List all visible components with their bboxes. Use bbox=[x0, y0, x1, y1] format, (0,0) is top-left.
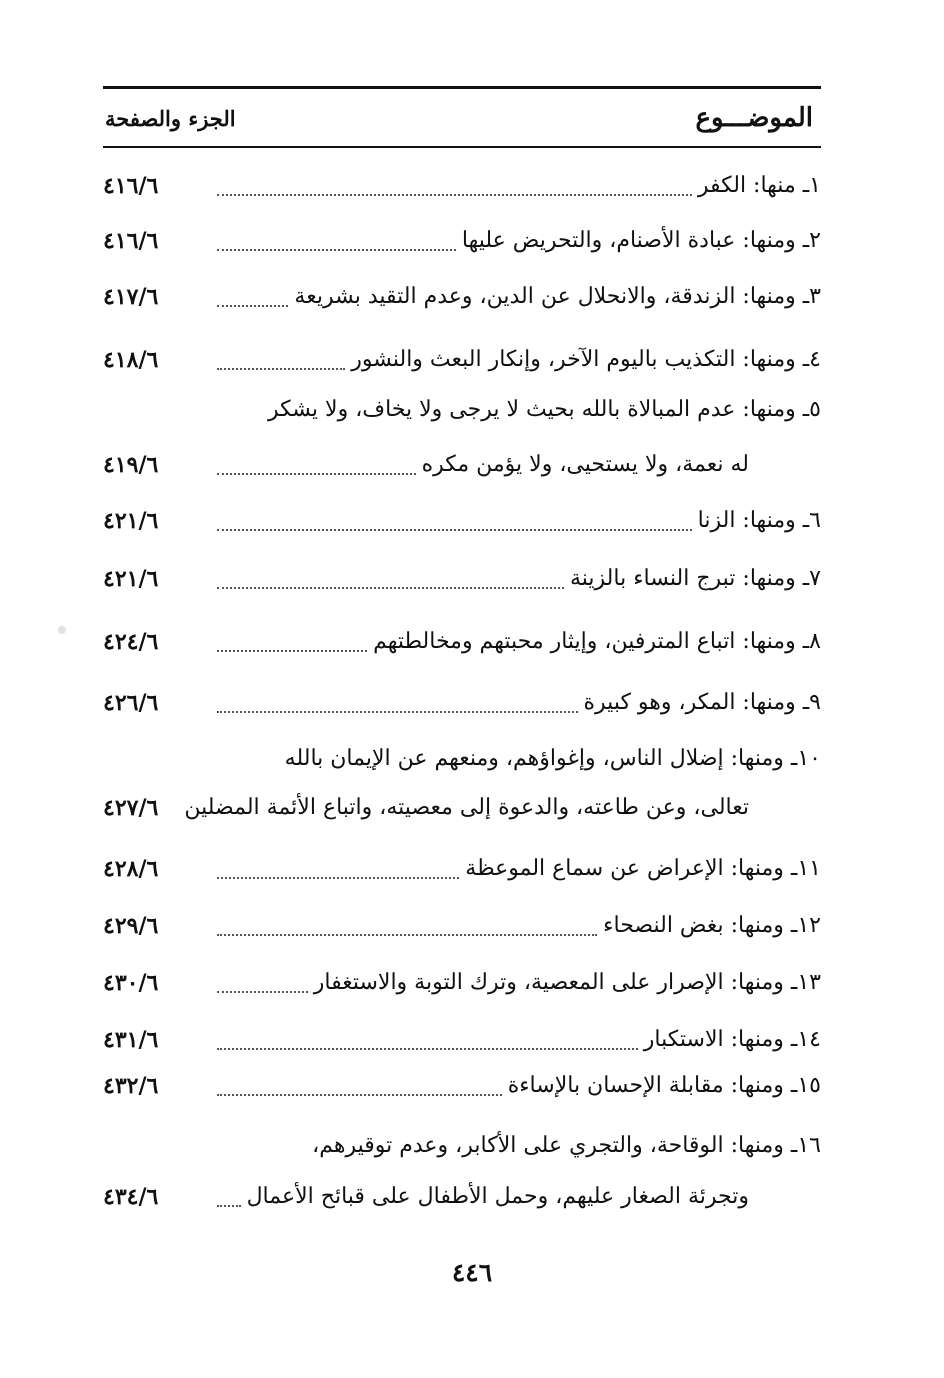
toc-entry[interactable] bbox=[103, 680, 821, 726]
toc-entry[interactable] bbox=[103, 556, 821, 602]
toc-entry[interactable] bbox=[103, 218, 821, 264]
toc-entry-page[interactable]: ٤٢٩/٦ bbox=[103, 913, 159, 939]
toc-entry-label: ٦ـ ومنها: الزنا bbox=[697, 508, 821, 533]
toc-entry-label: ٨ـ ومنها: اتباع المترفين، وإيثار محبتهم ومخالطتهم bbox=[373, 629, 821, 654]
toc-entry-continuation-text: له نعمة، ولا يستحيى، ولا يؤمن مكره bbox=[421, 452, 749, 477]
toc-entry[interactable] bbox=[103, 960, 821, 1006]
dot-leader bbox=[217, 877, 459, 879]
toc-entry-continuation bbox=[103, 1174, 821, 1220]
page-column-heading: الجزء والصفحة bbox=[105, 105, 236, 131]
toc-entry-label: ١٢ـ ومنها: بغض النصحاء bbox=[603, 913, 821, 938]
toc-entry-page[interactable]: ٤٣٠/٦ bbox=[103, 970, 159, 996]
toc-entry-page[interactable]: ٤١٧/٦ bbox=[103, 284, 159, 310]
dot-leader bbox=[217, 1048, 638, 1050]
dot-leader bbox=[217, 711, 578, 713]
dot-leader bbox=[217, 249, 456, 251]
toc-entry-label: ١٦ـ ومنها: الوقاحة، والتجري على الأكابر، وعدم توقيرهم، bbox=[312, 1133, 821, 1158]
toc-entry-continuation bbox=[103, 785, 821, 831]
toc-entry-label: ١٥ـ ومنها: مقابلة الإحسان بالإساءة bbox=[507, 1073, 821, 1098]
toc-entry[interactable] bbox=[103, 846, 821, 892]
dot-leader bbox=[217, 934, 597, 936]
toc-entry-page[interactable]: ٤٢١/٦ bbox=[103, 566, 159, 592]
toc-entry[interactable] bbox=[103, 619, 821, 665]
toc-entry[interactable] bbox=[103, 1063, 821, 1109]
dot-leader bbox=[217, 587, 564, 589]
dot-leader bbox=[217, 991, 308, 993]
dot-leader bbox=[217, 305, 288, 307]
toc-entry-label: ٥ـ ومنها: عدم المبالاة بالله بحيث لا يرجى ولا يخاف، ولا يشكر bbox=[268, 397, 821, 422]
toc-entry[interactable] bbox=[103, 274, 821, 320]
toc-entry-page[interactable]: ٤٢٨/٦ bbox=[103, 856, 159, 882]
toc-entry-label: ٢ـ ومنها: عبادة الأصنام، والتحريض عليها bbox=[461, 228, 821, 253]
dot-leader bbox=[217, 1205, 241, 1207]
table-of-contents bbox=[103, 0, 821, 1378]
dot-leader bbox=[217, 368, 345, 370]
toc-entry[interactable] bbox=[103, 163, 821, 209]
toc-entry[interactable] bbox=[103, 337, 821, 383]
toc-entry-label: ١٠ـ ومنها: إضلال الناس، وإغواؤهم، ومنعهم عن الإيمان بالله bbox=[284, 746, 821, 771]
toc-entry-page[interactable]: ٤٢٧/٦ bbox=[103, 795, 159, 821]
dot-leader bbox=[217, 1094, 502, 1096]
toc-entry-continuation bbox=[103, 442, 821, 488]
toc-entry-line bbox=[103, 736, 821, 782]
dot-leader bbox=[217, 194, 692, 196]
toc-entry-label: ١٤ـ ومنها: الاستكبار bbox=[643, 1027, 821, 1052]
toc-entry-label: ٤ـ ومنها: التكذيب باليوم الآخر، وإنكار البعث والنشور bbox=[351, 347, 821, 372]
toc-entry-continuation-text: وتجرئة الصغار عليهم، وحمل الأطفال على قبائح الأعمال bbox=[246, 1184, 749, 1209]
toc-entry-page[interactable]: ٤٢١/٦ bbox=[103, 508, 159, 534]
toc-entry-label: ٣ـ ومنها: الزندقة، والانحلال عن الدين، وعدم التقيد بشريعة bbox=[294, 284, 821, 309]
toc-entry-page[interactable]: ٤١٨/٦ bbox=[103, 347, 159, 373]
toc-entry-page[interactable]: ٤٣١/٦ bbox=[103, 1027, 159, 1053]
toc-entry[interactable] bbox=[103, 903, 821, 949]
toc-entry[interactable] bbox=[103, 498, 821, 544]
dot-leader bbox=[217, 650, 367, 652]
topic-column-heading: الموضـــوع bbox=[695, 103, 813, 133]
toc-entry-label: ٧ـ ومنها: تبرج النساء بالزينة bbox=[569, 566, 821, 591]
toc-entry-page[interactable]: ٤٢٦/٦ bbox=[103, 690, 159, 716]
dot-leader bbox=[217, 473, 416, 475]
toc-entry-page[interactable]: ٤١٦/٦ bbox=[103, 173, 159, 199]
toc-entry-page[interactable]: ٤١٦/٦ bbox=[103, 228, 159, 254]
toc-entry-label: ١١ـ ومنها: الإعراض عن سماع الموعظة bbox=[465, 856, 821, 881]
toc-entry-label: ١٣ـ ومنها: الإصرار على المعصية، وترك التوبة والاستغفار bbox=[313, 970, 821, 995]
page-number: ٤٤٦ bbox=[451, 1258, 493, 1287]
toc-entry[interactable] bbox=[103, 1017, 821, 1063]
toc-entry-line bbox=[103, 1123, 821, 1169]
scan-mark bbox=[58, 626, 66, 634]
toc-entry-line bbox=[103, 387, 821, 433]
toc-entry-continuation-text: تعالى، وعن طاعته، والدعوة إلى معصيته، واتباع الأئمة المضلين bbox=[184, 795, 749, 820]
toc-entry-page[interactable]: ٤١٩/٦ bbox=[103, 452, 159, 478]
toc-entry-label: ٩ـ ومنها: المكر، وهو كبيرة bbox=[583, 690, 821, 715]
dot-leader bbox=[217, 529, 692, 531]
toc-entry-page[interactable]: ٤٣٢/٦ bbox=[103, 1073, 159, 1099]
toc-entry-page[interactable]: ٤٢٤/٦ bbox=[103, 629, 159, 655]
toc-entry-label: ١ـ منها: الكفر bbox=[697, 173, 821, 198]
toc-entry-page[interactable]: ٤٣٤/٦ bbox=[103, 1184, 159, 1210]
